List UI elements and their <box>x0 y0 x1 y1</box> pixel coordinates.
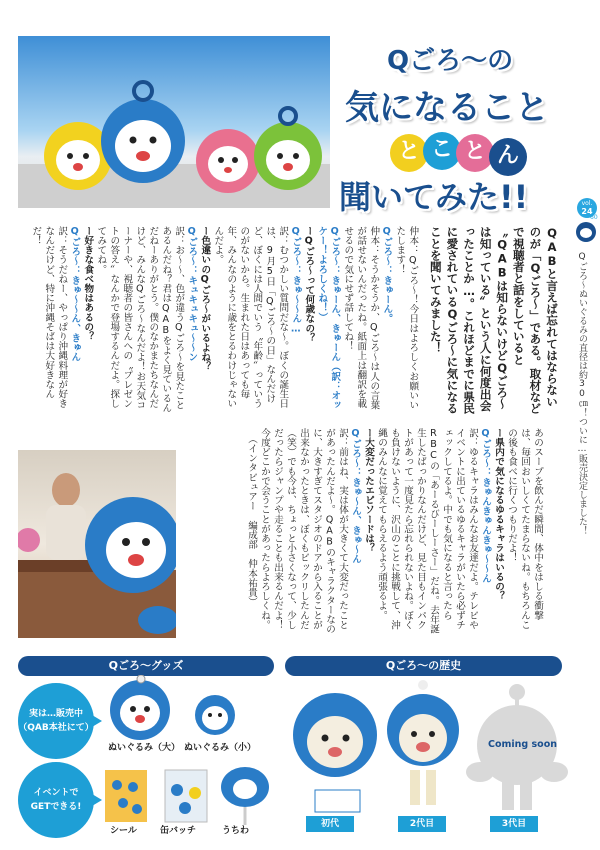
mascot-icon <box>574 220 598 244</box>
paragraph: あのスープを飲んだ瞬間、体中をはしる衝撃は、毎回おいしくてたまらないね。もちろんこの後も食べに行くつもりだよ！ <box>506 428 543 630</box>
mascot-reply: Qごろ〜：きゅ〜ん、きゅ〜ん <box>350 428 361 564</box>
paragraph: 訳：前はね、実は体が大きくて大変だったことがあったんだよ〜。QABのキャラクターなのに、大きすぎてスタジオのドアから入ることが出来なかったときは、ぼくもビックリしたんだ（笑）でも今は、ちょっと小さくなって、少しだったらジャンプや走ることも出来るんだよ！今度どこかで会うことがあったらよろしくね。 <box>259 428 348 634</box>
interview-photo <box>18 450 176 638</box>
on-sale-text: 実は…販売中 <box>28 709 83 719</box>
generation-label-third: 3代目 <box>490 816 538 832</box>
interview-text-top <box>20 226 560 414</box>
goods-header: Qごろ〜グッズ <box>18 656 274 676</box>
blue-mascot <box>101 82 185 183</box>
question: ー好きな食べ物はあるの？ <box>82 226 94 342</box>
lead-paragraph: QABと言えば忘れてはならないのが「Qごろ〜」である。取材などで視聴者と話をしていると〝QABは知らないけどQごろ〜は知っている〟という人に何度出会ったことか…。これほどまでに県民に愛されているQごろ〜に気になることを聞いてみました！ <box>428 226 559 414</box>
event-get-text: GETできる! <box>30 802 82 812</box>
on-sale-location: （QAB本社にて） <box>18 723 94 733</box>
mascot-reply: Qごろ〜：キュキュキュ〜〜ン <box>186 226 198 362</box>
mascot-reply: Qごろ〜：きゅ〜〜ん、きゅん <box>69 226 81 362</box>
interview-illustration <box>18 450 176 638</box>
generation-label-first: 初代 <box>306 816 354 832</box>
question: ー色違いのQごろ〜がいるよね？ <box>199 226 211 372</box>
plush-small-image <box>195 695 235 735</box>
title-dot-ko: こ <box>423 132 461 170</box>
yellow-mascot <box>44 122 112 190</box>
page-title <box>335 36 580 216</box>
paragraph: 仲本：Qごろ〜！今日はよろしくお願いいたします！ <box>394 226 419 410</box>
question: ーQごろ〜って何歳なの？ <box>303 226 315 343</box>
label-sticker: シール <box>110 826 137 836</box>
title-line-1: Qごろ〜の <box>387 46 514 76</box>
coming-soon-label: Coming soon <box>488 739 557 750</box>
event-bubble <box>18 762 94 838</box>
title-dot-n: ん <box>489 138 527 176</box>
interview-text-bottom <box>178 428 544 638</box>
second-generation-image <box>387 680 459 805</box>
first-generation-image <box>293 693 377 812</box>
plush-large-image <box>110 675 170 740</box>
history-illustrations <box>280 680 590 820</box>
interviewer-credit: （インタビュアー 編成部 仲本祐貴） <box>246 434 257 607</box>
vol-number: 24 <box>581 207 593 216</box>
paragraph: 仲本：そうかそうか、Qごろ〜は人の言葉が話せないんだったね。紙面上は翻訳を載せるので気にせず話してね！ <box>342 226 380 410</box>
paragraph: 訳：そうだねー、やっぱり沖縄料理が好きなんだけど、特に沖縄そばは大好きなんだ！ <box>30 226 68 409</box>
side-note: Qごろ〜ぬいぐるみの直径は約30㎝！ついに…販売決定しました！ <box>577 252 587 535</box>
fan-image <box>221 767 269 825</box>
paragraph: 訳：お〜〜、色が違うQごろ〜を見たことあるんだね？君はQABをよく見ているんだねーありがとう。僕のなかまたちなんだけど、みんなQごろ〜なんだよ！お天気コーナーや、視聴者の皆さんへの〝プレゼントの答え〟なんかで登場するんだよ。探してみてね。 <box>95 226 185 413</box>
title-line-4: 聞いてみた!! <box>339 178 529 216</box>
on-sale-bubble <box>18 683 94 759</box>
green-mascot <box>254 108 322 190</box>
title-dot-to: と <box>390 134 428 172</box>
vol-label: vol. <box>581 200 593 207</box>
sticker-image <box>105 770 147 822</box>
question: ー県内で気になるゆるキャラはいるの？ <box>493 428 504 601</box>
title-dot-to2: と <box>456 134 494 172</box>
history-header: Qごろ〜の歴史 <box>285 656 562 676</box>
label-fan: うちわ <box>222 826 250 836</box>
label-plush-large: ぬいぐるみ（大） <box>108 743 181 753</box>
mascots-illustration <box>18 36 330 208</box>
event-text: イベントで <box>33 788 79 798</box>
label-can-badge: 缶バッチ <box>160 826 197 836</box>
question: ー大変だったエピソードは？ <box>363 428 374 553</box>
mascot-reply: Qごろ〜：きゅんきゅんきゅ〜〜ん <box>480 428 491 583</box>
mascots-group-photo <box>18 36 330 208</box>
label-plush-small: ぬいぐるみ（小） <box>184 743 257 753</box>
badge-image <box>165 770 207 822</box>
generation-label-second: 2代目 <box>398 816 446 832</box>
paragraph: 訳：むつかしい質問だな〜。ぼくの誕生日は、9月5日「Qごろ〜の日」なんだけど、ぼくには人間でいう〝年齢〟っていうのがないから。生まれた日はあっても毎年、みんなのように歳をとるわけじゃないんだよ。 <box>212 226 289 409</box>
mascot-reply: Qごろ〜：きゅ〜〜ん… <box>290 226 302 335</box>
paragraph: 訳：ゆるキャラはみんなお友達だよ。テレビやイベントに出ているゆるキャラがいたら必ずチェックしてるよ。中でも気になると言ったらRBCの「あーるびーしーさー」だね。去年誕生したばっかりなんだけど、見た目もインパクトがあって一度見たら忘れられないよね。ぼくも負けないように、沢山のことに挑戦して、沖縄のみんなに覚えてもらえるよう頑張るよ。 <box>376 428 478 634</box>
pink-mascot <box>196 129 260 193</box>
page-number: 60 <box>590 214 598 221</box>
mascot-reply: Qごろ〜：きゅーん。 <box>381 226 393 324</box>
mascot-reply: Qごろ〜：きゅーん、きゅーん（訳：オッケー！よろしくね！） <box>316 226 341 410</box>
title-line-2: 気になること <box>345 88 549 128</box>
